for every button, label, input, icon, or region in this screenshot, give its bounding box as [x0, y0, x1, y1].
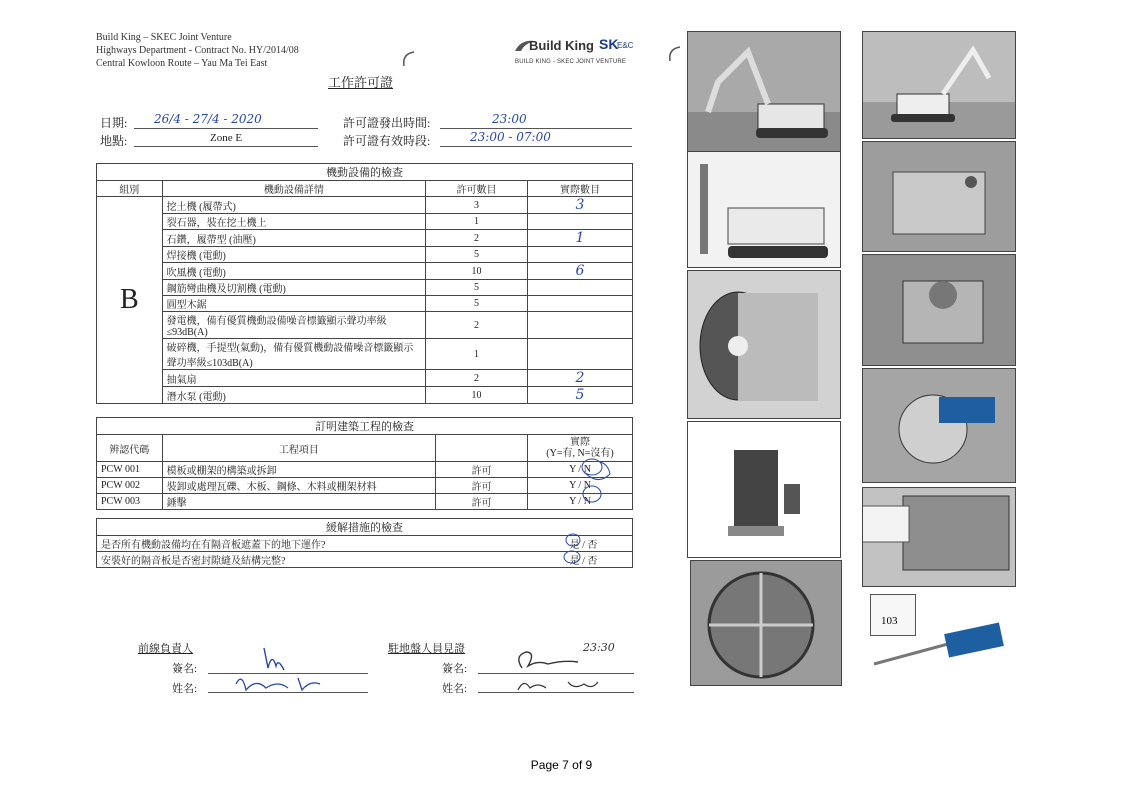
equipment-table-title: 機動設備的檢查 — [97, 164, 633, 181]
photo-excavator-2 — [862, 31, 1016, 139]
works-actual: Y / N — [528, 494, 633, 510]
permit-count: 5 — [426, 280, 528, 296]
photo-circular-saw — [862, 368, 1016, 483]
table-row — [97, 197, 633, 214]
right-sign-label: 簽名: — [442, 663, 468, 675]
table-row — [97, 280, 633, 296]
equipment-item: 裂石器，裝在挖土機上 — [162, 214, 425, 230]
equipment-item: 潛水泵 (電動) — [162, 387, 425, 404]
table-row — [97, 247, 633, 263]
actual-count — [528, 214, 633, 230]
mitigation-question: 安裝好的隔音板是否密封隙縫及結構完整? — [97, 552, 536, 568]
works-permit: 許可 — [436, 462, 528, 478]
works-actual: Y / N — [528, 478, 633, 494]
actual-count — [528, 339, 633, 370]
equipment-item: 抽氣扇 — [162, 370, 425, 387]
permit-count: 2 — [426, 312, 528, 339]
table-row — [97, 552, 633, 568]
permit-count: 5 — [426, 296, 528, 312]
col-works-item: 工程項目 — [162, 435, 436, 462]
mitigation-answer: 是 / 否 — [535, 536, 633, 552]
permit-count: 1 — [426, 214, 528, 230]
works-permit: 許可 — [436, 494, 528, 510]
works-item: 錘擊 — [162, 494, 436, 510]
table-row — [97, 214, 633, 230]
actual-count: 5 — [528, 387, 633, 404]
table-row — [97, 494, 633, 510]
photo-rock-drill — [687, 151, 841, 268]
table-row — [97, 387, 633, 404]
permit-count: 10 — [426, 387, 528, 404]
photo-breaker — [862, 588, 1014, 693]
equipment-item: 圓型木鋸 — [162, 296, 425, 312]
photo-submersible-pump — [687, 421, 841, 558]
col-equipment: 機動設備詳情 — [162, 181, 425, 197]
valid-period-field — [440, 132, 632, 147]
works-code: PCW 003 — [97, 494, 163, 510]
actual-count — [528, 312, 633, 339]
equipment-table — [96, 163, 633, 404]
date-value: 26/4 - 27/4 - 2020 — [154, 112, 262, 126]
works-item: 模板或棚架的構築或拆卸 — [162, 462, 436, 478]
works-actual-subheader: (Y=有, N=沒有) — [546, 448, 614, 459]
equipment-item: 鋼筋彎曲機及切割機 (電動) — [162, 280, 425, 296]
left-name-label: 姓名: — [172, 683, 198, 695]
works-item: 裝卸或處理瓦礫、木板、鋼條、木料或棚架材料 — [162, 478, 436, 494]
col-permit-blank — [436, 435, 528, 462]
issue-time-value: 23:00 — [492, 112, 527, 126]
place-field — [134, 132, 318, 147]
photo-generator-box — [862, 141, 1016, 252]
works-permit: 許可 — [436, 478, 528, 494]
table-row — [97, 462, 633, 478]
actual-count: 6 — [528, 263, 633, 280]
right-name-label: 姓名: — [442, 683, 468, 695]
group-cell: B — [97, 197, 163, 404]
actual-count — [528, 247, 633, 263]
works-table-title: 訂明建築工程的檢查 — [97, 418, 633, 435]
scan-mark-icon — [400, 50, 418, 68]
equipment-item: 挖土機 (履帶式) — [162, 197, 425, 214]
site-witness-title: 駐地盤人員見證 — [388, 643, 465, 655]
works-actual-header: 實際 — [570, 437, 590, 448]
table-row — [97, 478, 633, 494]
works-table — [96, 417, 633, 510]
col-code: 辨認代碼 — [97, 435, 163, 462]
right-signature-image — [508, 646, 618, 696]
date-label: 日期: — [100, 116, 128, 130]
actual-count: 1 — [528, 230, 633, 247]
col-group: 組別 — [97, 181, 163, 197]
actual-count — [528, 296, 633, 312]
equipment-item: 焊接機 (電動) — [162, 247, 425, 263]
page-number: Page 7 of 9 — [530, 758, 593, 772]
header-line-1: Build King – SKEC Joint Venture — [96, 32, 232, 43]
company-logo — [513, 33, 633, 73]
equipment-item: 發電機，備有優質機動設備噪音標籤顯示聲功率級≤93dB(A) — [162, 312, 425, 339]
permit-count: 1 — [426, 339, 528, 370]
works-code: PCW 001 — [97, 462, 163, 478]
permit-count: 10 — [426, 263, 528, 280]
left-signature-image — [228, 644, 338, 696]
actual-count: 3 — [528, 197, 633, 214]
col-actual: 實際數目 — [528, 181, 633, 197]
logo-main: Build King — [529, 38, 594, 53]
stamp-number: 103 — [881, 615, 898, 627]
permit-count: 2 — [426, 230, 528, 247]
photo-blower-fan — [687, 270, 841, 419]
permit-count: 3 — [426, 197, 528, 214]
table-row — [97, 296, 633, 312]
mitigation-table-title: 緩解措施的檢查 — [97, 519, 633, 536]
mitigation-question: 是否所有機動設備均在有隔音板遮蓋下的地下運作? — [97, 536, 536, 552]
mitigation-answer: 是 / 否 — [535, 552, 633, 568]
photo-bending-machine — [862, 254, 1016, 366]
permit-count: 5 — [426, 247, 528, 263]
table-row — [97, 339, 633, 370]
table-row — [97, 263, 633, 280]
table-row — [97, 370, 633, 387]
issue-time-label: 許可證發出時間: — [343, 116, 431, 130]
table-row — [97, 312, 633, 339]
place-value: Zone E — [210, 132, 243, 144]
mitigation-table — [96, 518, 633, 568]
table-row — [97, 230, 633, 247]
circled-n-marks — [578, 456, 638, 506]
date-field — [134, 114, 318, 129]
equipment-item: 吹風機 (電動) — [162, 263, 425, 280]
works-actual: Y / N — [528, 462, 633, 478]
place-label: 地點: — [100, 134, 128, 148]
logo-sk: SK — [599, 36, 619, 52]
valid-period-value: 23:00 - 07:00 — [470, 130, 551, 144]
header-line-3: Central Kowloon Route – Yau Ma Tei East — [96, 58, 268, 69]
table-row — [97, 536, 633, 552]
equipment-item: 破碎機，手提型(氣動)，備有優質機動設備噪音標籤顯示聲功率級≤103dB(A) — [162, 339, 425, 370]
valid-period-label: 許可證有效時段: — [343, 134, 431, 148]
permit-count: 2 — [426, 370, 528, 387]
actual-count: 2 — [528, 370, 633, 387]
scan-mark-icon — [666, 45, 684, 63]
photo-exhaust-fan — [690, 560, 842, 686]
circled-yes-marks — [560, 532, 590, 566]
logo-subtitle: BUILD KING - SKEC JOINT VENTURE — [515, 59, 627, 65]
col-permit: 許可數目 — [426, 181, 528, 197]
logo-ec: E&C — [617, 41, 634, 50]
equipment-item: 石鑽，履帶型 (油壓) — [162, 230, 425, 247]
issue-time-field — [440, 114, 632, 129]
photo-excavator-1 — [687, 31, 841, 153]
form-title: 工作許可證 — [328, 75, 394, 90]
actual-count — [528, 280, 633, 296]
works-code: PCW 002 — [97, 478, 163, 494]
frontline-supervisor-title: 前線負責人 — [138, 643, 193, 655]
photo-generator — [862, 487, 1016, 587]
witness-time: 23:30 — [583, 641, 615, 654]
left-sign-label: 簽名: — [172, 663, 198, 675]
header-line-2: Highways Department - Contract No. HY/2014/08 — [96, 45, 299, 56]
